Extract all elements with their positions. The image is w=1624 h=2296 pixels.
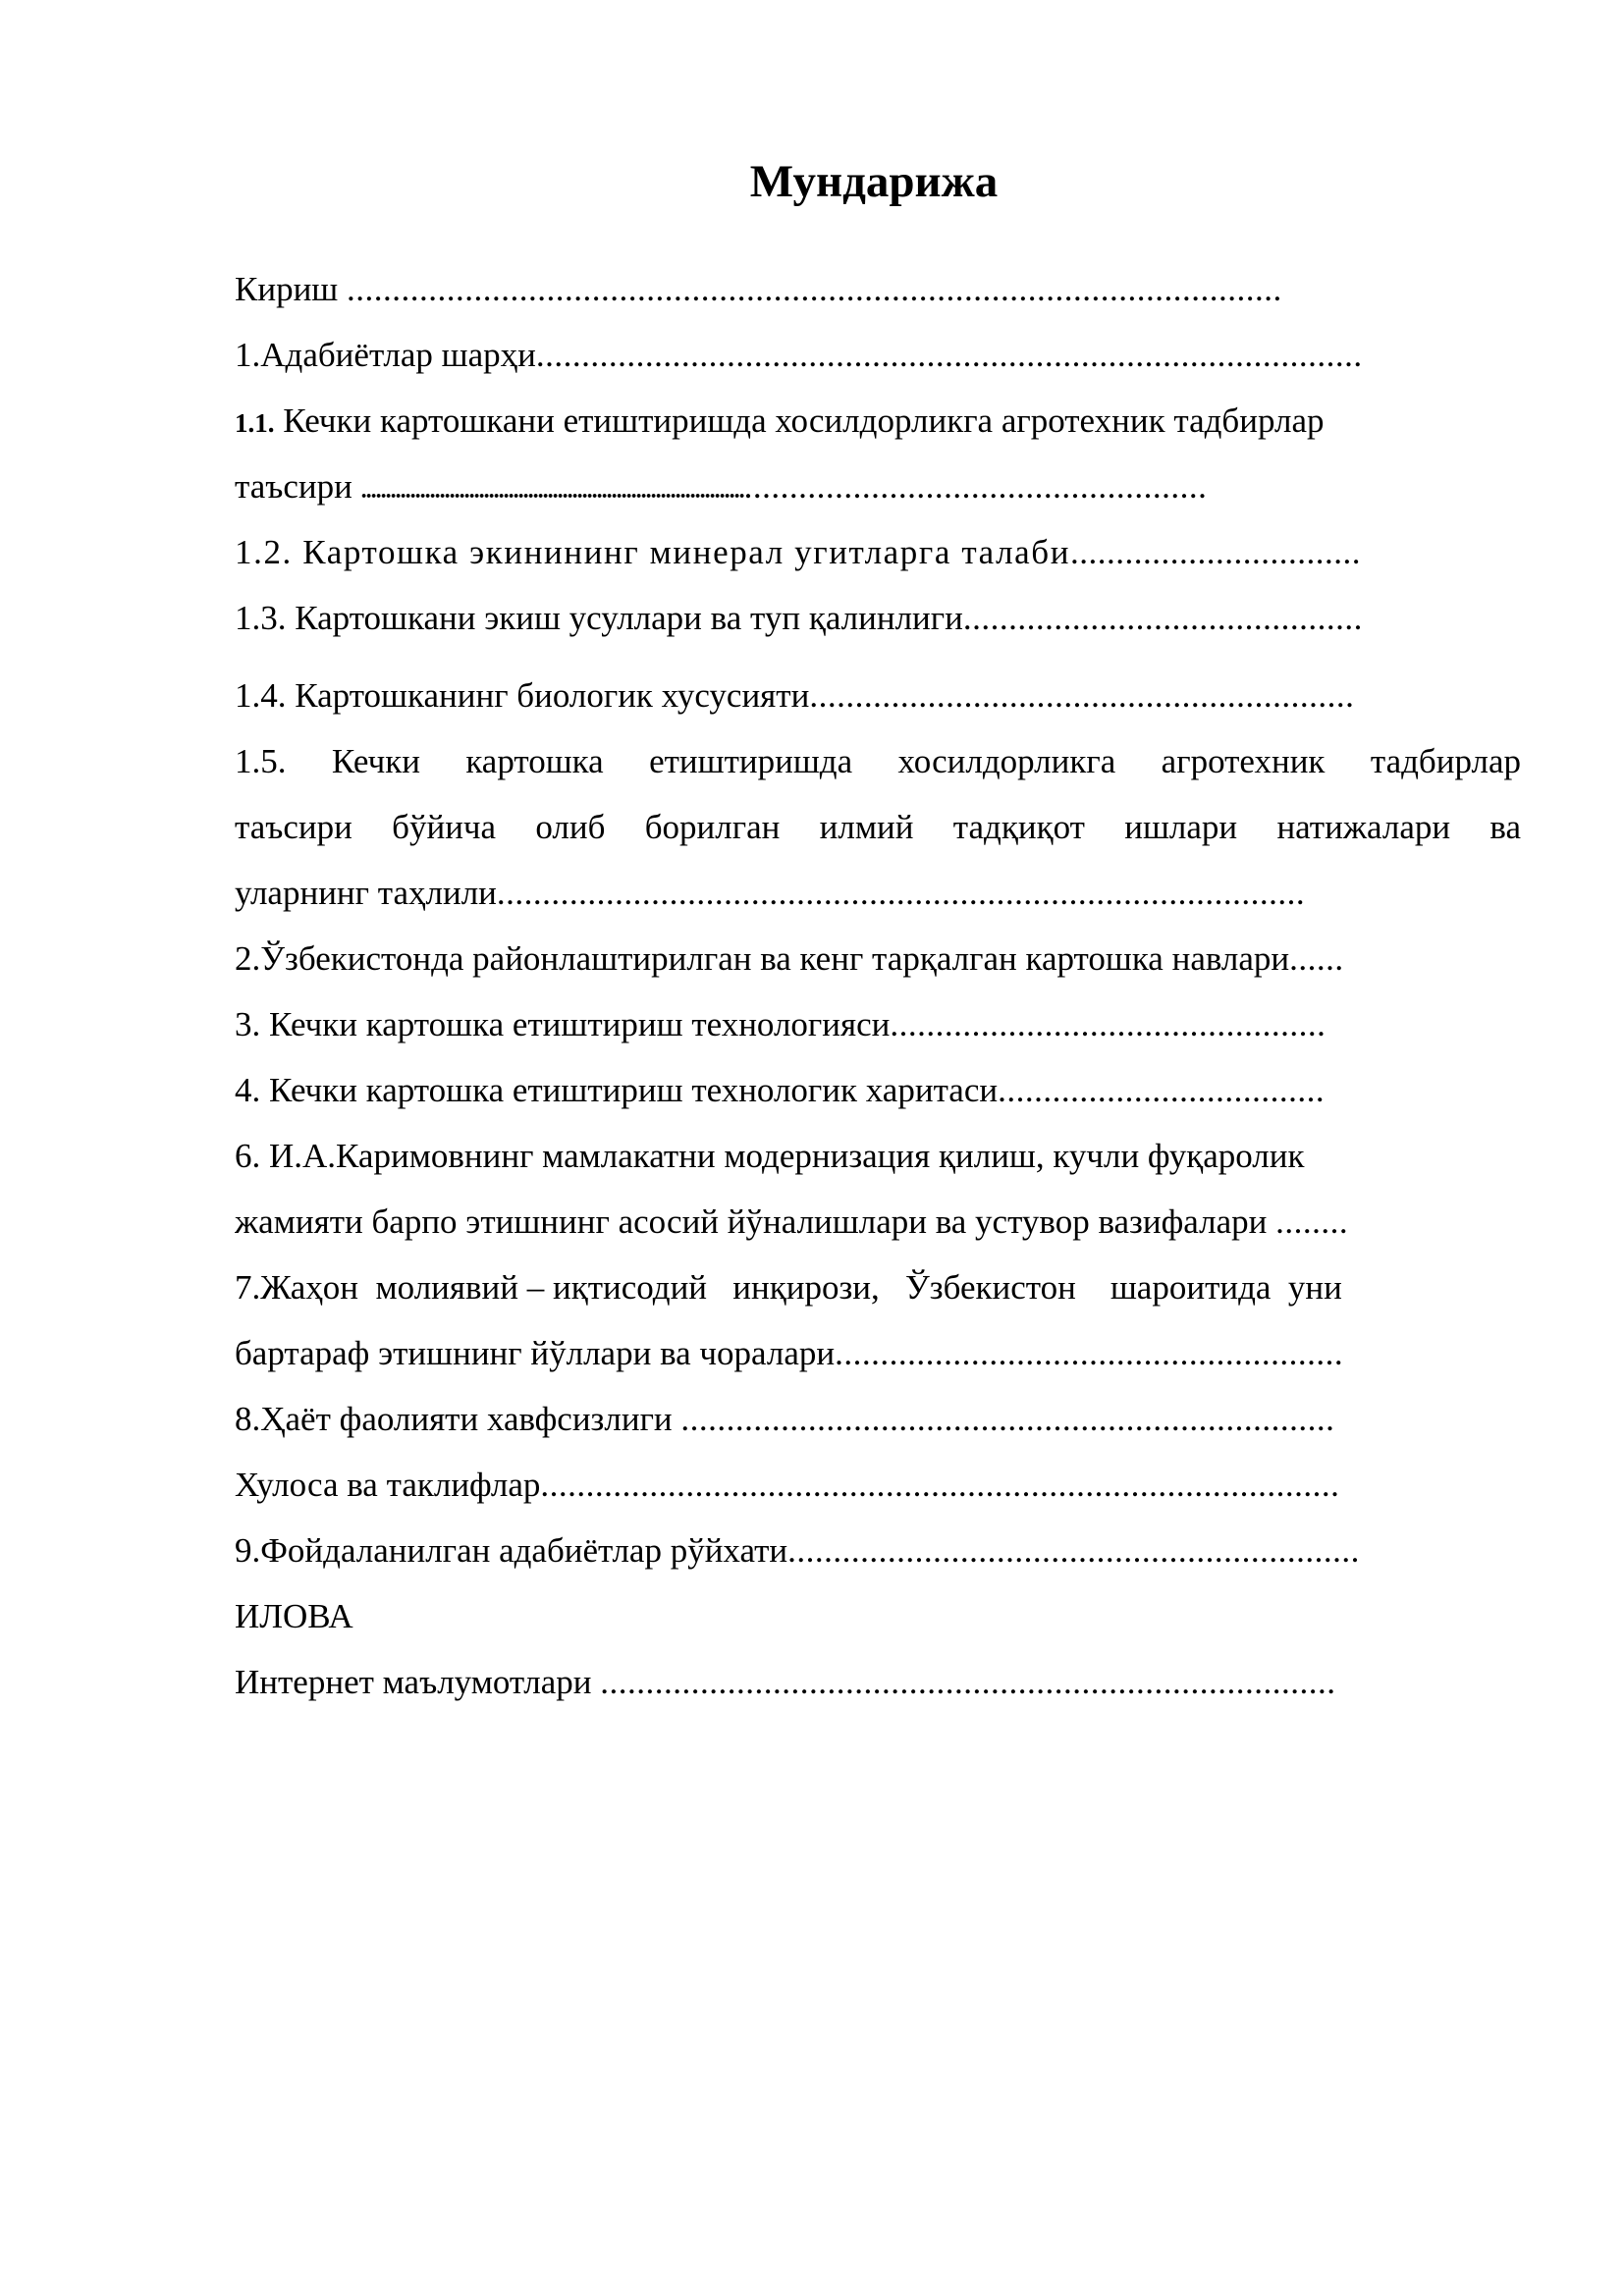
toc-leader-dots: ................................................ [890, 1005, 1326, 1043]
toc-entry-text: 4. Кечки картошка етиштириш технологик харитаси [235, 1071, 999, 1109]
toc-entry-text: 1.5. Кечки картошка етиштиришда хосилдорликга агротехник тадбирлар [235, 742, 1521, 780]
toc-entry-1-4 [235, 663, 1521, 728]
toc-leader-dots: ........................................................................ [680, 1400, 1335, 1438]
toc-spacer [235, 651, 1521, 663]
toc-entry-7 [235, 1255, 1521, 1320]
toc-leader-dots: ................................................................................. [600, 1663, 1336, 1701]
table-of-contents [235, 256, 1521, 1715]
toc-entry-2 [235, 926, 1521, 991]
toc-entry-internet-sources [235, 1649, 1521, 1715]
toc-entry-3 [235, 991, 1521, 1057]
toc-entry-1-5-continued [235, 794, 1521, 860]
toc-entry-text: 9.Фойдаланилган адабиётлар рўйхати [235, 1531, 788, 1570]
toc-entry-text: 6. И.А.Каримовнинг мамлакатни модернизация қилиш, кучли фуқаролик [235, 1137, 1305, 1175]
toc-entry-text: жамияти барпо этишнинг асосий йўналишлари ва устувор вазифалари [235, 1202, 1276, 1241]
toc-leader-dots: ........ [1275, 1202, 1349, 1241]
toc-entry-text: 1.2. Картошка экинининг минерал угитларга талаби [235, 533, 1071, 571]
toc-leader-dots: .................................... [998, 1071, 1326, 1109]
toc-leader-dots: ......................................................................................... [496, 874, 1306, 912]
toc-entry-text: 7.Жаҳон молиявий – иқтисодий инқирози, Ўзбекистон шароитида уни [235, 1268, 1342, 1307]
toc-leader-dots-bold: .............................................................................. [360, 478, 744, 504]
toc-entry-text: 2.Ўзбекистонда районлаштирилган ва кенг тарқалган картошка навлари [235, 939, 1290, 978]
toc-entry-introduction [235, 256, 1521, 322]
toc-entry-1-1 [235, 388, 1521, 454]
toc-leader-dots: ................................ [1070, 533, 1362, 571]
toc-entry-text: 8.Ҳаёт фаолияти хавфсизлиги [235, 1400, 681, 1438]
toc-entry-8 [235, 1386, 1521, 1452]
toc-entry-7-continued [235, 1320, 1521, 1386]
toc-entry-1-5 [235, 728, 1521, 794]
toc-entry-literature-review [235, 322, 1521, 388]
toc-entry-text: уларнинг таҳлили [235, 874, 497, 912]
toc-entry-conclusions [235, 1452, 1521, 1518]
toc-entry-text: 3. Кечки картошка етиштириш технологияси [235, 1005, 891, 1043]
toc-entry-text: 1.3. Картошкани экиш усуллари ва туп қалинлиги [235, 599, 963, 637]
toc-leader-dots: ............................................................... [787, 1531, 1360, 1570]
toc-leader-dots: ............................................................ [809, 676, 1355, 715]
toc-entry-text: ИЛОВА [235, 1597, 353, 1635]
toc-entry-6 [235, 1123, 1521, 1189]
toc-entry-text: Хулоса ва таклифлар [235, 1466, 541, 1504]
toc-leader-dots: ................................................... [743, 467, 1208, 506]
toc-entry-6-continued [235, 1189, 1521, 1255]
toc-leader-dots: ....................................................................................................... [347, 270, 1282, 308]
toc-entry-text: 1.Адабиётлар шарҳи [235, 336, 536, 374]
toc-entry-text: Интернет маълумотлари [235, 1663, 601, 1701]
toc-leader-dots: ........................................................................................... [535, 336, 1363, 374]
toc-entry-text: таъсири бўйича олиб борилган илмий тадқиқот ишлари натижалари ва [235, 808, 1521, 846]
page-title: Мундарижа [749, 156, 999, 207]
toc-entry-text: 1.4. Картошканинг биологик хусусияти [235, 676, 810, 715]
toc-entry-appendix [235, 1583, 1521, 1649]
toc-entry-number: 1.1. [235, 408, 275, 438]
title-wrap [0, 152, 1624, 211]
toc-entry-text: Кириш [235, 270, 348, 308]
toc-entry-text: Кечки картошкани етиштиришда хосилдорликга агротехник тадбирлар [274, 401, 1325, 440]
toc-entry-1-2 [235, 519, 1521, 585]
toc-entry-text: бартараф этишнинг йўллари ва чоралари [235, 1334, 836, 1372]
toc-entry-1-3 [235, 585, 1521, 651]
toc-leader-dots: ........................................................................................ [540, 1466, 1340, 1504]
toc-leader-dots: ............................................ [962, 599, 1363, 637]
toc-leader-dots: ...... [1289, 939, 1344, 978]
toc-leader-dots: ........................................................ [835, 1334, 1344, 1372]
toc-entry-text: таъсири [235, 467, 361, 506]
toc-entry-1-5-end [235, 860, 1521, 926]
toc-entry-9 [235, 1518, 1521, 1583]
toc-entry-1-1-continued [235, 454, 1521, 519]
toc-entry-4 [235, 1057, 1521, 1123]
